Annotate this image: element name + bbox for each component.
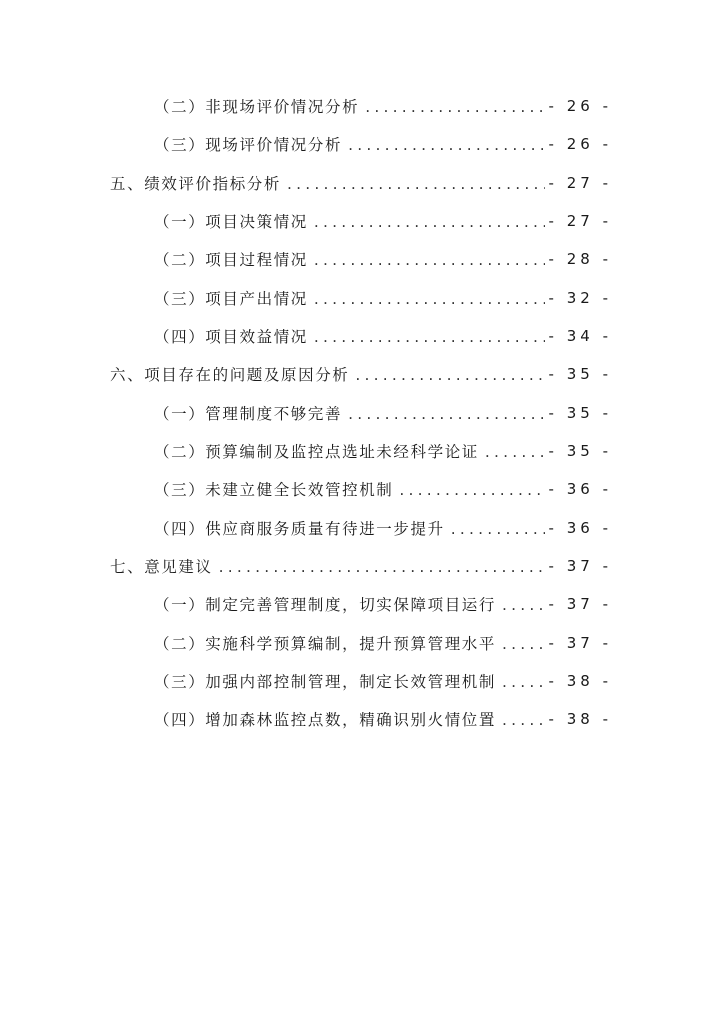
toc-entry-title: （三）未建立健全长效管控机制	[154, 481, 394, 499]
toc-entry-page: - 35 -	[548, 365, 612, 383]
toc-dot-leader	[365, 98, 544, 116]
toc-entry[interactable]	[154, 207, 612, 235]
toc-dot-leader	[502, 673, 545, 691]
toc-dot-leader	[219, 558, 545, 576]
toc-entry[interactable]	[154, 322, 612, 350]
toc-dot-leader	[502, 635, 545, 653]
toc-entry-page: - 38 -	[548, 710, 612, 728]
toc-entry-title: （二）预算编制及监控点选址未经科学论证	[154, 443, 479, 461]
toc-dot-leader	[485, 443, 545, 461]
toc-entry-page: - 26 -	[548, 97, 612, 115]
toc-entry[interactable]	[154, 437, 612, 465]
toc-entry[interactable]	[154, 629, 612, 657]
toc-dot-leader	[348, 136, 544, 154]
toc-entry[interactable]	[154, 590, 612, 618]
toc-entry-title: （二）项目过程情况	[154, 251, 308, 269]
toc-entry-title: 七、意见建议	[110, 558, 213, 576]
toc-dot-leader	[314, 251, 545, 269]
toc-dot-leader	[502, 711, 545, 729]
toc-dot-leader	[502, 596, 545, 614]
toc-entry-page: - 37 -	[548, 634, 612, 652]
toc-entry[interactable]	[154, 667, 612, 695]
toc-entry-page: - 27 -	[548, 212, 612, 230]
toc-entry-page: - 34 -	[548, 327, 612, 345]
toc-dot-leader	[287, 175, 545, 193]
toc-entry[interactable]	[154, 705, 612, 733]
toc-entry-page: - 37 -	[548, 557, 612, 575]
toc-dot-leader	[314, 328, 545, 346]
toc-dot-leader	[348, 405, 544, 423]
toc-entry[interactable]	[110, 360, 612, 388]
toc-entry[interactable]	[154, 399, 612, 427]
toc-entry-page: - 32 -	[548, 289, 612, 307]
toc-entry-page: - 35 -	[548, 404, 612, 422]
toc-entry-page: - 27 -	[548, 174, 612, 192]
toc-entry-title: （二）实施科学预算编制，提升预算管理水平	[154, 635, 497, 653]
toc-entry-page: - 35 -	[548, 442, 612, 460]
toc-entry[interactable]	[154, 475, 612, 503]
toc-dot-leader	[355, 366, 544, 384]
toc-entry-title: （三）项目产出情况	[154, 290, 308, 308]
toc-entry-page: - 28 -	[548, 250, 612, 268]
toc-entry-page: - 36 -	[548, 519, 612, 537]
toc-entry-title: （一）管理制度不够完善	[154, 405, 343, 423]
toc-entry-title: 六、项目存在的问题及原因分析	[110, 366, 350, 384]
toc-entry-title: （四）供应商服务质量有待进一步提升	[154, 520, 445, 538]
toc-entry-title: （三）加强内部控制管理，制定长效管理机制	[154, 673, 497, 691]
toc-entry[interactable]	[154, 130, 612, 158]
toc-entry-title: （二）非现场评价情况分析	[154, 98, 360, 116]
toc-entry-title: （三）现场评价情况分析	[154, 136, 343, 154]
toc-entry-page: - 38 -	[548, 672, 612, 690]
toc-entry[interactable]	[154, 514, 612, 542]
toc-entry[interactable]	[110, 169, 612, 197]
toc-entry-page: - 36 -	[548, 480, 612, 498]
toc-dot-leader	[314, 290, 545, 308]
toc-entry-page: - 26 -	[548, 135, 612, 153]
toc-entry-title: （一）制定完善管理制度，切实保障项目运行	[154, 596, 497, 614]
toc-entry-title: （四）项目效益情况	[154, 328, 308, 346]
toc-entry-page: - 37 -	[548, 595, 612, 613]
toc-entry-title: 五、绩效评价指标分析	[110, 175, 282, 193]
toc-entry[interactable]	[154, 245, 612, 273]
toc-dot-leader	[314, 213, 545, 231]
toc-entry[interactable]	[154, 284, 612, 312]
toc-entry-title: （一）项目决策情况	[154, 213, 308, 231]
toc-entry[interactable]	[154, 92, 612, 120]
toc-entry[interactable]	[110, 552, 612, 580]
toc-entry-title: （四）增加森林监控点数，精确识别火情位置	[154, 711, 497, 729]
toc-dot-leader	[399, 481, 544, 499]
toc-dot-leader	[451, 520, 545, 538]
